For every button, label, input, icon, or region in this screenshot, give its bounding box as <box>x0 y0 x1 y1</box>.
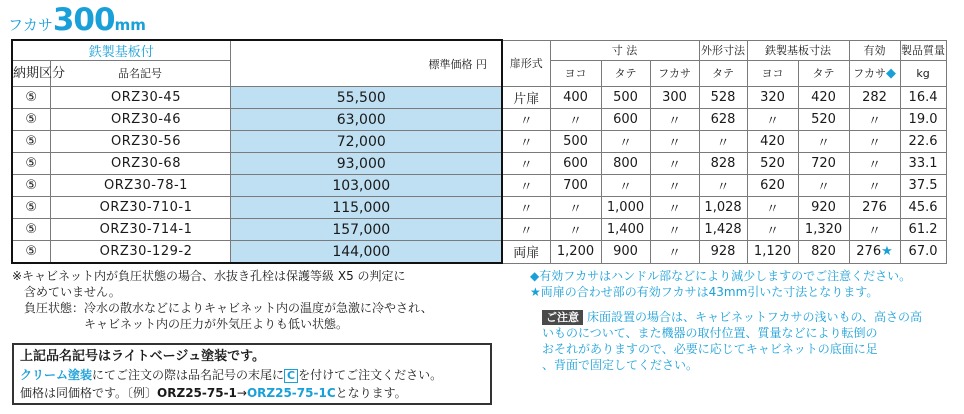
cell-tate: 1,000 <box>601 197 650 219</box>
table-row <box>12 219 946 241</box>
header-outer: 外形寸法 <box>699 40 747 61</box>
note-left-line: 含めていません。 <box>24 285 121 299</box>
caution-line: 床面設置の場合は、キャビネットフカサの浅いもの、高さの高 <box>587 310 923 324</box>
cell-model: ORZ30-714-1 <box>50 219 230 241</box>
c-mark: C <box>284 369 298 383</box>
note-left-line: キャビネット内の圧力が外気圧よりも低い状態。 <box>84 317 349 331</box>
cell-door: 〃 <box>502 109 550 131</box>
cell-period: ⑤ <box>12 109 50 131</box>
note-star: ★両扉の合わせ部の有効フカサは43mm引いた寸法となります。 <box>530 285 879 299</box>
cell-eff: 276 <box>849 197 900 219</box>
heading-depth-unit: mm <box>114 16 146 34</box>
cell-eff: 〃 <box>849 175 900 197</box>
cell-plate-tate: 〃 <box>798 175 849 197</box>
cell-eff: 〃 <box>849 219 900 241</box>
header-door: 扉形式 <box>502 40 550 87</box>
table-row <box>12 87 946 109</box>
table-row <box>12 109 946 131</box>
cell-price: 72,000 <box>230 131 502 153</box>
cell-tate: 800 <box>601 153 650 175</box>
cell-price: 63,000 <box>230 109 502 131</box>
cell-model: ORZ30-46 <box>50 109 230 131</box>
caution-line: 、背面で固定してください。 <box>542 358 699 372</box>
header-model: 品名記号 <box>50 61 230 87</box>
cell-period: ⑤ <box>12 153 50 175</box>
cell-model: ORZ30-68 <box>50 153 230 175</box>
cell-period: ⑤ <box>12 241 50 264</box>
caution-block <box>542 309 957 373</box>
cell-fukasa: 〃 <box>650 153 699 175</box>
cell-plate-tate: 1,320 <box>798 219 849 241</box>
cell-plate-yoko: 1,120 <box>747 241 798 264</box>
cell-eff: 〃 <box>849 131 900 153</box>
cell-period: ⑤ <box>12 87 50 109</box>
note-left-line: ※キャビネット内が負圧状態の場合、水抜き孔栓は保護等級 X5 の判定に <box>12 269 406 283</box>
cell-tate: 〃 <box>601 175 650 197</box>
cell-door: 〃 <box>502 153 550 175</box>
cell-fukasa: 〃 <box>650 109 699 131</box>
notes-left <box>12 268 512 332</box>
cell-fukasa: 〃 <box>650 219 699 241</box>
cell-door: 〃 <box>502 175 550 197</box>
header-yoko: ヨコ <box>550 61 601 87</box>
header-eff2: フカサ◆ <box>849 61 900 87</box>
cell-yoko: 1,200 <box>550 241 601 264</box>
note-diamond: ◆有効フカサはハンドル部などにより減少しますのでご注意ください。 <box>530 269 912 283</box>
header-eff: 有効 <box>849 40 900 61</box>
cell-yoko: 600 <box>550 153 601 175</box>
cell-yoko: 〃 <box>550 219 601 241</box>
cell-plate-yoko: 620 <box>747 175 798 197</box>
cell-period: ⑤ <box>12 219 50 241</box>
table-row <box>12 175 946 197</box>
cell-door: 〃 <box>502 131 550 153</box>
cell-plate-tate: 420 <box>798 87 849 109</box>
cell-model: ORZ30-45 <box>50 87 230 109</box>
cell-period: ⑤ <box>12 197 50 219</box>
table-row <box>12 241 946 264</box>
header-outer-tate: タテ <box>699 61 747 87</box>
cell-tate: 600 <box>601 109 650 131</box>
cell-yoko: 〃 <box>550 197 601 219</box>
cell-price: 93,000 <box>230 153 502 175</box>
note-left-line: 負圧状態：冷水の散水などによりキャビネット内の温度が急激に冷やされ、 <box>24 301 433 315</box>
cell-plate-yoko: 〃 <box>747 109 798 131</box>
header-dims: 寸 法 <box>550 40 699 61</box>
cell-plate-yoko: 〃 <box>747 197 798 219</box>
cell-yoko: 〃 <box>550 109 601 131</box>
cell-eff: 276★ <box>849 241 900 264</box>
cell-outer-tate: 〃 <box>699 175 747 197</box>
notes-right <box>530 268 955 300</box>
table-row <box>12 153 946 175</box>
cell-plate-yoko: 520 <box>747 153 798 175</box>
cell-outer-tate: 〃 <box>699 131 747 153</box>
caution-line: いものについて、また機器の取付位置、質量などにより転倒の <box>542 326 878 340</box>
cell-plate-tate: 520 <box>798 109 849 131</box>
header-fukasa: フカサ <box>650 61 699 87</box>
cell-plate-tate: 820 <box>798 241 849 264</box>
cell-tate: 1,400 <box>601 219 650 241</box>
cell-door: 〃 <box>502 197 550 219</box>
header-price: 標準価格 円 <box>230 40 502 87</box>
cell-weight: 67.0 <box>900 241 946 264</box>
cell-plate-tate: 〃 <box>798 131 849 153</box>
cell-weight: 22.6 <box>900 131 946 153</box>
cell-price: 55,500 <box>230 87 502 109</box>
cell-outer-tate: 1,028 <box>699 197 747 219</box>
cell-plate-tate: 920 <box>798 197 849 219</box>
cell-weight: 33.1 <box>900 153 946 175</box>
paint-note-line: クリーム塗装にてご注文の際は品名記号の末尾に C を付けてご注文ください。 <box>20 368 443 382</box>
cell-fukasa: 〃 <box>650 175 699 197</box>
caution-line: おそれがありますので、必要に応じてキャビネットの底面に足 <box>542 342 878 356</box>
cell-period: ⑤ <box>12 131 50 153</box>
cell-fukasa: 300 <box>650 87 699 109</box>
header-weight: 製品質量 <box>900 40 946 61</box>
paint-note-title: 上記品名記号はライトベージュ塗装です。 <box>20 349 266 364</box>
cell-yoko: 500 <box>550 131 601 153</box>
page-heading <box>8 2 146 36</box>
cell-plate-tate: 720 <box>798 153 849 175</box>
cell-outer-tate: 628 <box>699 109 747 131</box>
cell-model: ORZ30-78-1 <box>50 175 230 197</box>
cell-model: ORZ30-56 <box>50 131 230 153</box>
table-row <box>12 197 946 219</box>
header-tate: タテ <box>601 61 650 87</box>
header-group: 鉄製基板付 <box>12 40 230 61</box>
cell-price: 144,000 <box>230 241 502 264</box>
heading-depth-label: フカサ <box>8 16 53 34</box>
cell-outer-tate: 528 <box>699 87 747 109</box>
cell-model: ORZ30-710-1 <box>50 197 230 219</box>
header-plate-tate: タテ <box>798 61 849 87</box>
cell-outer-tate: 828 <box>699 153 747 175</box>
cell-outer-tate: 928 <box>699 241 747 264</box>
cell-weight: 37.5 <box>900 175 946 197</box>
paint-note-example: 価格は同価格です。〔例〕ORZ25-75-1→ORZ25-75-1Cとなります。 <box>20 386 407 400</box>
cell-eff: 〃 <box>849 109 900 131</box>
cell-weight: 61.2 <box>900 219 946 241</box>
spec-table <box>11 39 947 264</box>
header-plate-yoko: ヨコ <box>747 61 798 87</box>
cell-plate-yoko: 420 <box>747 131 798 153</box>
cell-weight: 19.0 <box>900 109 946 131</box>
cell-eff: 〃 <box>849 153 900 175</box>
cell-plate-yoko: 320 <box>747 87 798 109</box>
cell-tate: 〃 <box>601 131 650 153</box>
cell-door: 両扉 <box>502 241 550 264</box>
cell-outer-tate: 1,428 <box>699 219 747 241</box>
cell-price: 115,000 <box>230 197 502 219</box>
cell-weight: 45.6 <box>900 197 946 219</box>
cell-model: ORZ30-129-2 <box>50 241 230 264</box>
cell-price: 103,000 <box>230 175 502 197</box>
paint-note-box <box>12 343 492 405</box>
cell-tate: 500 <box>601 87 650 109</box>
cell-tate: 900 <box>601 241 650 264</box>
header-period: 納期区分 <box>12 61 50 87</box>
caution-badge: ご注意 <box>542 310 583 325</box>
cell-yoko: 400 <box>550 87 601 109</box>
cell-plate-yoko: 〃 <box>747 219 798 241</box>
heading-depth-value: 300 <box>52 2 115 38</box>
cell-yoko: 700 <box>550 175 601 197</box>
cell-weight: 16.4 <box>900 87 946 109</box>
cell-eff: 282 <box>849 87 900 109</box>
cell-fukasa: 〃 <box>650 197 699 219</box>
cell-fukasa: 〃 <box>650 241 699 264</box>
table-row <box>12 131 946 153</box>
cell-fukasa: 〃 <box>650 131 699 153</box>
cell-door: 片扉 <box>502 87 550 109</box>
header-weight-unit: kg <box>900 61 946 87</box>
cell-period: ⑤ <box>12 175 50 197</box>
cell-price: 157,000 <box>230 219 502 241</box>
cell-door: 〃 <box>502 219 550 241</box>
header-plate: 鉄製基板寸法 <box>747 40 849 61</box>
